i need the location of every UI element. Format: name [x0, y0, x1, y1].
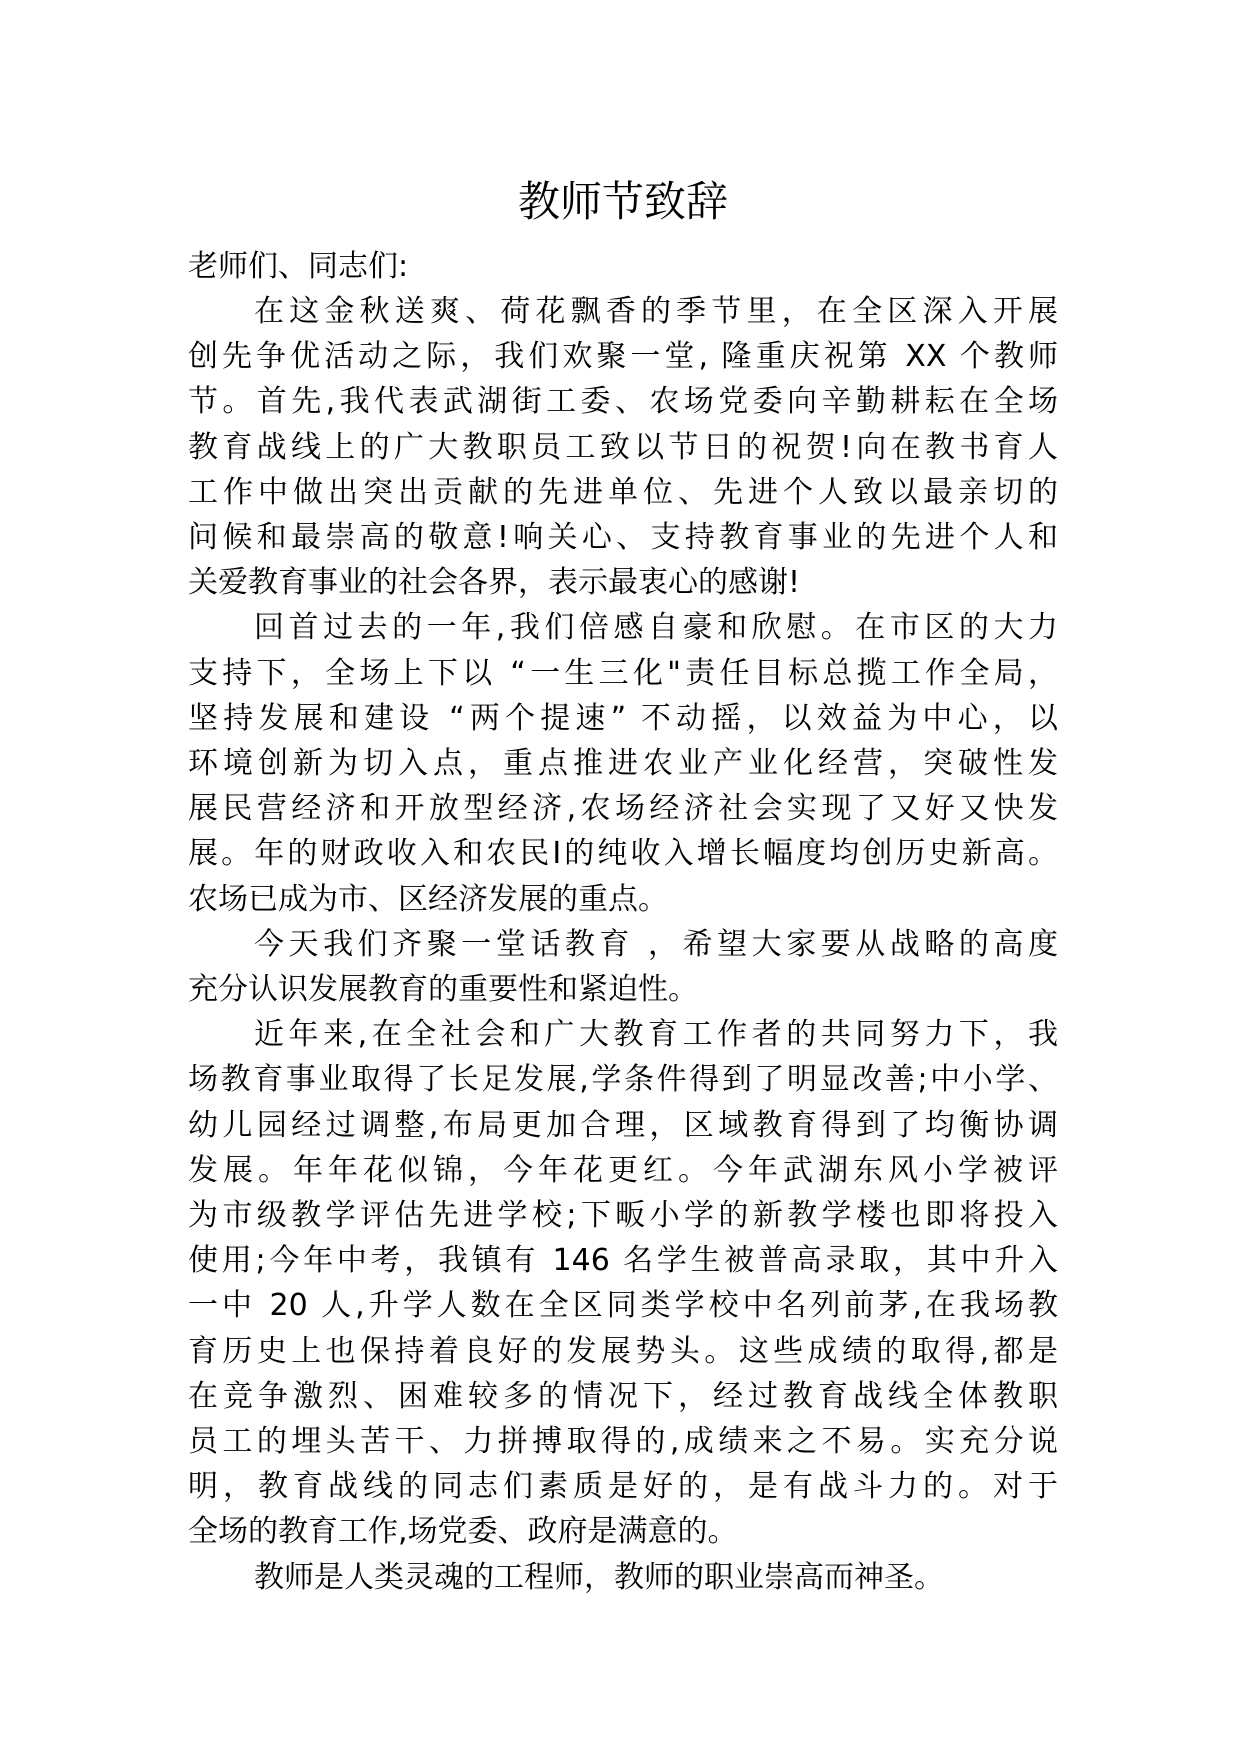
paragraph-line: 教育战线上的广大教职员工致以节日的祝贺!向在教书育人	[188, 429, 1058, 465]
document-title: 教师节致辞	[517, 177, 728, 226]
body-paragraph	[188, 922, 1058, 1012]
body-paragraph	[188, 1012, 1058, 1554]
salutation: 老师们、同志们:	[188, 249, 409, 284]
paragraph-line: 节。首先,我代表武湖街工委、农场党委向辛勤耕耘在全场	[188, 384, 1058, 420]
body-paragraph	[188, 289, 1058, 605]
paragraph-line: 坚持发展和建设 “两个提速” 不动摇，以效益为中心，以	[188, 700, 1058, 736]
paragraph-line: 育历史上也保持着良好的发展势头。这些成绩的取得,都是	[188, 1333, 1058, 1369]
paragraph-line: 展民营经济和开放型经济,农场经济社会实现了又好又快发	[188, 791, 1058, 827]
paragraph-line: 创先争优活动之际，我们欢聚一堂, 隆重庆祝第 XX 个教师	[188, 339, 1058, 375]
paragraph-line: 近年来,在全社会和广大教育工作者的共同努力下，我	[254, 1017, 1058, 1053]
paragraph-line: 回首过去的一年,我们倍感自豪和欣慰。在市区的大力	[254, 610, 1058, 646]
paragraph-line: 幼儿园经过调整,布局更加合理，区域教育得到了均衡协调	[188, 1107, 1058, 1143]
paragraph-line: 发展。年年花似锦，今年花更红。今年武湖东风小学被评	[188, 1152, 1058, 1188]
paragraph-line: 全场的教育工作,场党委、政府是满意的。	[188, 1514, 738, 1550]
paragraph-line: 为市级教学评估先进学校;下畈小学的新教学楼也即将投入	[188, 1198, 1058, 1234]
paragraph-line: 场教育事业取得了长足发展,学条件得到了明显改善;中小学、	[188, 1062, 1058, 1098]
document-body	[188, 289, 1058, 1600]
paragraph-line: 使用;今年中考，我镇有 146 名学生被普高录取，其中升入	[188, 1243, 1058, 1279]
paragraph-line: 关爱教育事业的社会各界，表示最衷心的感谢!	[188, 565, 801, 601]
paragraph-line: 在竞争激烈、困难较多的情况下，经过教育战线全体教职	[188, 1378, 1058, 1414]
paragraph-line: 工作中做出突出贡献的先进单位、先进个人致以最亲切的	[188, 474, 1058, 510]
paragraph-line: 充分认识发展教育的重要性和紧迫性。	[188, 972, 698, 1008]
paragraph-line: 环境创新为切入点，重点推进农业产业化经营，突破性发	[188, 746, 1058, 782]
paragraph-line: 员工的埋头苦干、力拼搏取得的,成绩来之不易。实充分说	[188, 1424, 1058, 1460]
paragraph-line: 问候和最崇高的敬意!响关心、支持教育事业的先进个人和	[188, 520, 1058, 556]
body-paragraph	[188, 605, 1058, 921]
paragraph-line: 明，教育战线的同志们素质是好的，是有战斗力的。对于	[188, 1469, 1058, 1505]
paragraph-line: 在这金秋送爽、荷花飘香的季节里，在全区深入开展	[254, 294, 1058, 329]
paragraph-line: 今天我们齐聚一堂话教育 ，希望大家要从战略的高度	[254, 926, 1058, 962]
body-paragraph	[188, 1555, 1058, 1600]
paragraph-line: 教师是人类灵魂的工程师，教师的职业崇高而神圣。	[254, 1559, 944, 1595]
paragraph-line: 支持下，全场上下以 “一生三化"责任目标总揽工作全局，	[188, 655, 1058, 691]
paragraph-line: 一中 20 人,升学人数在全区同类学校中名列前茅,在我场教	[188, 1288, 1058, 1324]
paragraph-line: 展。年的财政收入和农民I的纯收入增长幅度均创历史新高。	[188, 836, 1058, 872]
paragraph-line: 农场已成为市、区经济发展的重点。	[188, 881, 668, 917]
